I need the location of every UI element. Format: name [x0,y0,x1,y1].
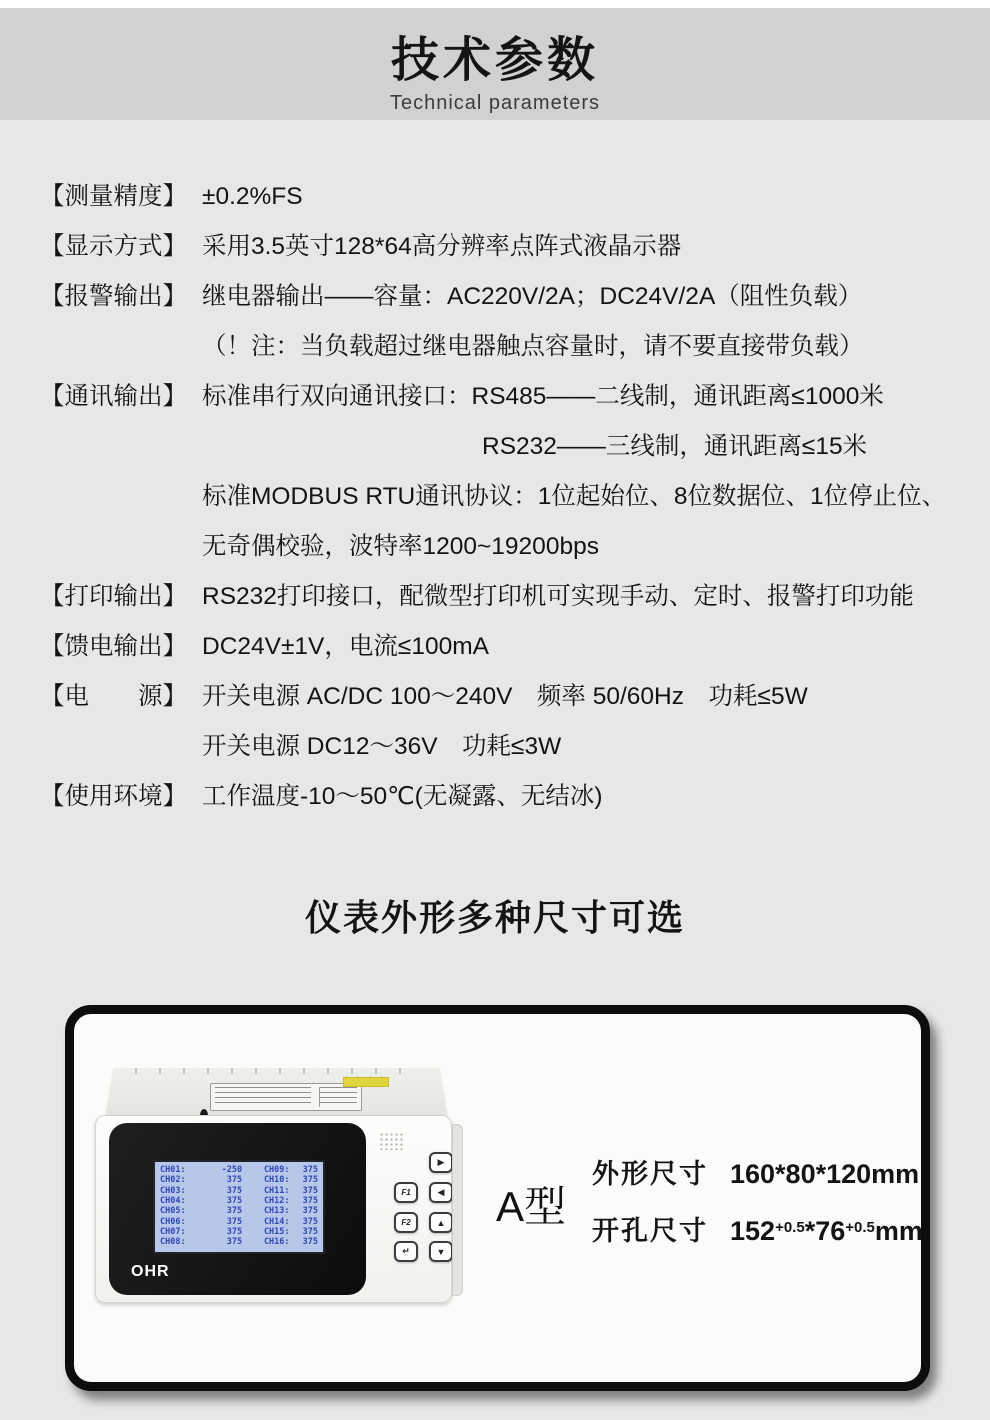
device-side-edge [452,1124,463,1296]
spec-label: 【使用环境】 [40,783,187,810]
spec-label: 【显示方式】 [40,233,187,260]
model-type-label: A型 [496,1183,567,1230]
spec-row-accuracy [40,182,960,212]
vent-slots [135,1068,418,1074]
spec-label [40,332,190,362]
cutout-height-tolerance: +0.5 [845,1219,875,1236]
dim-separator: * [804,1216,816,1246]
spec-row-baud [40,532,960,562]
wiring-diagram-label [210,1083,362,1111]
buzzer-grille [379,1132,403,1150]
header-band [0,8,990,120]
spec-label: 【通讯输出】 [40,383,187,410]
spec-label: 【报警输出】 [40,283,187,310]
ohr-brand-logo: OHR [131,1263,170,1280]
spec-text: 采用3.5英寸128*64高分辨率点阵式液晶示器 [202,233,682,260]
spec-text: 无奇偶校验，波特率1200~19200bps [202,533,599,560]
top-margin-strip [0,0,990,8]
spec-row-power [40,682,960,712]
spec-row-environment [40,782,960,812]
wiring-lines [319,1087,357,1107]
spec-text: RS232——三线制，通讯距离≤15米 [482,433,868,460]
spec-row-alarm [40,282,960,312]
device-rear-housing [105,1068,448,1117]
spec-text: （！注：当负载超过继电器触点容量时，请不要直接带负载） [202,333,864,360]
dimension-block [592,1152,923,1266]
model-a-panel [65,1005,930,1391]
spec-text: 开关电源 AC/DC 100～240V 频率 50/60Hz 功耗≤5W [202,683,808,710]
device-front-panel [95,1115,452,1303]
spec-label: 【电 源】 [40,683,187,710]
down-arrow-key: ▼ [429,1241,453,1262]
spec-text: RS232打印接口，配微型打印机可实现手动、定时、报警打印功能 [202,583,914,610]
spec-label: 【馈电输出】 [40,633,187,660]
lcd-channel-row: CH02: 375 CH10: 375 [160,1175,318,1186]
device-photo [92,1058,474,1308]
spec-text: 继电器输出——容量：AC220V/2A；DC24V/2A（阻性负载） [202,283,863,310]
spec-row-comm-rs232 [40,432,960,462]
cutout-width-tolerance: +0.5 [775,1219,805,1236]
spec-text: ±0.2%FS [202,183,303,210]
outline-dim-label: 外形尺寸 [592,1159,708,1189]
spec-row-power-dc [40,732,960,762]
enter-key: ↵ [394,1241,418,1262]
f2-key: F2 [394,1212,418,1233]
lcd-channel-row: CH06: 375 CH14: 375 [160,1216,318,1227]
spec-text: 工作温度-10～50℃(无凝露、无结冰) [202,783,603,810]
cutout-height: 76 [815,1216,846,1246]
spec-row-comm [40,382,960,412]
lcd-channel-row: CH01: -250 CH09: 375 [160,1165,318,1175]
spec-label [40,732,190,762]
lcd-channel-row: CH05: 375 CH13: 375 [160,1206,318,1217]
spec-text: 开关电源 DC12～36V 功耗≤3W [202,733,562,760]
spec-text: 标准MODBUS RTU通讯协议：1位起始位、8位数据位、1位停止位、 [202,483,947,510]
left-arrow-key: ◀ [429,1182,453,1203]
f1-key: F1 [394,1182,418,1203]
spec-label [40,532,190,562]
outline-dim-value: 160*80*120mm [730,1159,920,1189]
page-title: 技术参数 [390,34,599,87]
cutout-dim-value [730,1216,923,1247]
spec-label: 【测量精度】 [40,183,187,210]
section-title: 仪表外形多种尺寸可选 [304,897,685,938]
spec-row-display [40,232,960,262]
spec-text: DC24V±1V，电流≤100mA [202,633,489,660]
wiring-lines [215,1087,311,1107]
cutout-dim-label: 开孔尺寸 [592,1216,708,1246]
lcd-channel-row: CH03: 375 CH11: 375 [160,1185,318,1196]
lcd-channel-row: CH04: 375 CH12: 375 [160,1196,318,1207]
spec-row-print [40,582,960,612]
right-arrow-key: ▶ [429,1152,453,1173]
lcd-channel-row: CH08: 375 CH16: 375 [160,1237,318,1248]
page-subtitle: Technical parameters [389,92,601,114]
cutout-dimension-row [592,1209,923,1248]
spec-row-modbus [40,482,960,512]
yellow-sticker [343,1077,389,1087]
spec-label [40,482,190,512]
outline-dimension-row [592,1152,923,1191]
spec-row-feed [40,632,960,662]
spec-row-alarm-note [40,332,960,362]
spec-text: 标准串行双向通讯接口：RS485——二线制，通讯距离≤1000米 [202,383,884,410]
display-bezel [109,1123,366,1295]
lcd-screen [153,1160,325,1254]
spec-list [0,120,990,812]
spec-label: 【打印输出】 [40,583,187,610]
cutout-width: 152 [730,1216,776,1246]
lcd-channel-row: CH07: 375 CH15: 375 [160,1227,318,1238]
spec-label [40,432,190,462]
up-arrow-key: ▲ [429,1212,453,1233]
dim-unit: mm [874,1216,923,1246]
